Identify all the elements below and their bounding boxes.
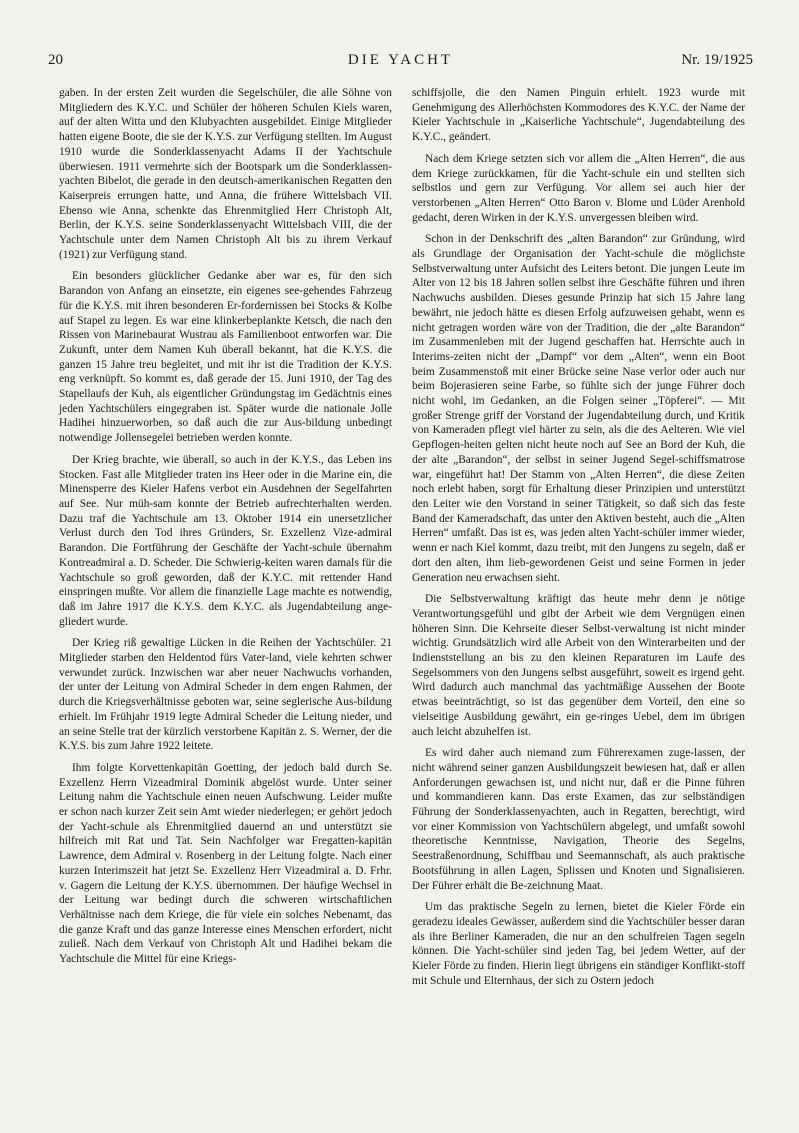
paragraph: Nach dem Kriege setzten sich vor allem die „Alten Herren“, die aus dem Kriege zurückkamen, für die Yacht-schule ein und stellten sich selbstlos und gern zur Verfügung. Vor allem sei auch hier der verstorbenen „Alten Herren“ Otto Baron v. Blome und Lüder Arenhold gedacht, deren Wirken in der K.Y.S. unvergessen bleiben wird. — [412, 152, 745, 224]
issue-number: Nr. 19/1925 — [681, 52, 753, 68]
paragraph: gaben. In der ersten Zeit wurden die Segelschüler, die alle Söhne von Mitgliedern des K.Y.C. und Schüler der höheren Schulen Kiels waren, auf der alten Witta und den Klubyachten ausgebildet. Einige Mitglieder hatten eigene Boote, die sie der K.Y.S. zur Verfügung stellten. Im August 1910 wurde die Sonderklassenyacht Adams II der Yachtschule überwiesen. 1911 vermehrte sich der Bootspark um die Sonderklassen-yachten Bibelot, die gerade in den deutsch-amerikanischen Regatten den Kaiserpreis errungen hatte, und Anna, die frühere Wittelsbach VII. Ebenso wie Anna, schenkte das Ehrenmitglied Herr Christoph Alt, Berlin, der K.Y.S. seine Sonderklassenyacht Wittelsbach VIII, die der Yachtschule unter dem Namen Christoph Alt bis zu ihrem Verkauf (1921) zur Verfügung stand. — [59, 87, 393, 261]
paragraph: Es wird daher auch niemand zum Führerexamen zuge-lassen, der nicht während seiner ganzen Ausbildungszeit bewiesen hat, daß er allen Anforderungen gewachsen ist, und nicht nur, daß er die Pinne führen und kommandieren kann. Das erste Examen, das zur selbständigen Führung der Sonderklassenyachten, auch in Regatten, berechtigt, wird vor einer Kommission von Yachtschülern abgelegt, und umfaßt sowohl theoretische Kenntnisse, Navigation, Theorie des Segelns, Seestraßenordnung, Schiffbau und Seemannschaft, als auch praktische Bootsführung in allen Lagen, Splissen und Knoten und Signalisieren. Der Führer erhält die Be-zeichnung Maat. — [412, 747, 745, 892]
paragraph: Um das praktische Segeln zu lernen, bietet die Kieler Förde ein geradezu ideales Gewässer, außerdem sind die Yachtschüler besser daran als ihre Berliner Kameraden, die nur an den schulfreien Tagen segeln können. Die Yacht-schüler sind jeden Tag, bei jedem Wetter, auf der Kieler Förde zu finden. Hierin liegt übrigens ein ständiger Konflikt-stoff mit Schule und Elternhaus, der sich zu Ostern jedoch — [412, 901, 745, 987]
paragraph: schiffsjolle, die den Namen Pinguin erhielt. 1923 wurde mit Genehmigung des Allerhöchsten Kommodores des K.Y.C. der Name der Kieler Yachtschule in „Kaiserliche Yachtschule“, Jugendabteilung des K.Y.C., geändert. — [412, 87, 745, 144]
paragraph: Der Krieg brachte, wie überall, so auch in der K.Y.S., das Leben ins Stocken. Fast alle Mitglieder traten ins Heer oder in die Marine ein, die Minensperre des Kieler Hafens verbot ein Ausdehnen der Segelfahrten auf See. Nur müh-sam konnte der Betrieb aufrechterhalten werden. Dazu traf die Yachtschule am 13. Oktober 1914 ein unersetzlicher Verlust durch den Tod ihres Gründers, Sr. Exzellenz Vize-admiral Barandon. Die Fortführung der Geschäfte der Yacht-schule übernahm Kontreadmiral a. D. Scheder. Die Schwierig-keiten waren damals für die Yachtschule so groß geworden, daß der K.Y.C. mit rettender Hand einspringen mußte. Vor allem die finanzielle Lage machte es notwendig, daß im Jahre 1917 die K.Y.S. dem K.Y.C. als Jugendabteilung ange-gliedert wurde. — [59, 453, 392, 628]
paragraph: Ihm folgte Korvettenkapitän Goetting, der jedoch bald durch Se. Exzellenz Herrn Vizeadmiral Dominik abgelöst wurde. Unter seiner Leitung nahm die Yachtschule einen neuen Aufschwung. Leider mußte er schon nach kurzer Zeit sein Amt wieder niederlegen; er gehört jedoch der Yacht-schule als Ehrenmitglied dauernd an und unterstützt sie hilfreich mit Rat und Tat. Sein Nachfolger war Fregatten-kapitän Lawrence, dem Admiral v. Rosenberg in der Leitung folgte. Nach einer kurzen Interimszeit hat jetzt Se. Exzellenz Herr Vizeadmiral a. D. Frhr. v. Gagern die Leitung der K.Y.S. übernommen. Der häufige Wechsel in der Leitung war bedingt durch die schweren wirtschaftlichen Verhältnisse nach dem Kriege, die für viele ein solches Nebenamt, das die ganze Kraft und das ganze Interesse eines Menschen erfordert, nicht zuließ. Nach dem Verkauf von Christoph Alt und Hadihei bekam die Yachtschule die Mittel für eine Kriegs- — [59, 761, 392, 966]
paragraph: Schon in der Denkschrift des „alten Barandon“ zur Gründung, wird als Grundlage der Organisation der Yacht-schule die möglichste Selbstverwaltung unter Aufsicht des Leiters betont. Die jungen Leute im Alter von 12 bis 18 Jahren sollen selbst ihre Geschäfte führen und ihren Nachwuchs ausbilden. Dieses gesunde Prinzip hat sich 15 Jahre lang bewährt, nie jedoch hätte es diesen Erfolg aufzuweisen gehabt, wenn es nicht getragen worden wäre von der Tradition, die der „alte Barandon“ im Zusammenleben mit der Jugend geschaffen hat. Herrschte auch in Interims-zeiten nicht der „Dampf“ vor dem „Alten“, wenn ein Boot beim Zusammenstoß mit einer Brücke seine Nase verlor oder auch nur beim Bojerasieren seine Farbe, so fühlte sich der junge Führer doch nicht wohl, im Gedanken, an die Folgen seiner „Töpferei“. — Mit großer Strenge griff der Vorstand der Jugendabteilung durch, und Kritik von Kameraden pflegt viel härter zu sein, als die des Aelteren. Wie viel Gepflogen-heiten gelten nicht heute noch auf See an Bord der Kuh, die der alte „Barandon“, der selbst in seiner Jugend Segel-schiffsmatrose war, eingeführt hat! Der Stamm von „Alten Herren“, die diese Zeiten noch erlebt haben, sorgt für Erhaltung dieser Prinzipien und unterstützt den Leiter wie den Vorstand in seiner Tätigkeit, so daß sich das feste Band der Kameradschaft, das unter den Aktiven besteht, auch die „Alten Herren“ umfaßt. Das ist es, was jeden alten Yacht-schüler immer wieder, wenn er nach Kiel kommt, dazu treibt, mit den Jungens zu segeln, daß er dort den alten, ihm lieb-gewordenen Geist und seine Formen in jeder Generation neu erwachsen sieht. — [412, 233, 745, 584]
paragraph: Die Selbstverwaltung kräftigt das heute mehr denn je nötige Verantwortungsgefühl und gibt der Arbeit wie dem Vergnügen einen höheren Sinn. Die Kehrseite dieser Selbst-verwaltung ist nicht minder wichtig. Grundsätzlich wird alle Arbeit von den Winterarbeiten und der Indienststellung an bis zu den kleinen Reparaturen im Laufe des Segelsommers von den Jungens selbst ausgeführt, soweit es irgend geht. Wird dadurch auch manchmal das yachtmäßige Aussehen der Boote etwas beeinträchtigt, so ist das gegenüber dem Vorteil, den eine so vielseitige Ausbildung gewährt, ein ge-ringes Uebel, dem im übrigen auch leicht abzuhelfen ist. — [412, 593, 745, 738]
page-number: 20 — [48, 52, 63, 68]
magazine-title: DIE YACHT — [347, 52, 454, 68]
paragraph: Ein besonders glücklicher Gedanke aber war es, für den sich Barandon von Anfang an einsetzte, ein eigenes see-gehendes Fahrzeug für die K.Y.S. mit ihren besonderen Er-fordernissen bei Stocks & Kolbe auf Stapel zu legen. Es war eine klinkerbeplankte Ketsch, die nach den Rissen von Marinebaurat Wustrau als Familienboot entworfen war. Die Zukunft, unter dem Namen Kuh überall bekannt, hat die K.Y.S. die ganzen 15 Jahre treu begleitet, und mit ihr ist die Tradition der K.Y.S. eng verknüpft. So kommt es, daß gerade der 15. Juni 1910, der Tag des Stapellaufs der Kuh, als eigentlicher Gründungstag im Gedächtnis eines jeden Yachtschülers eingegraben ist. Später wurde die nationale Jolle Hadihei hinzuerworben, so daß auch die zur Aus-bildung unbedingt notwendige Jollensegelei betrieben werden konnte. — [59, 270, 392, 445]
page-header — [48, 52, 753, 78]
paragraph: Der Krieg riß gewaltige Lücken in die Reihen der Yachtschüler. 21 Mitglieder starben den Heldentod fürs Vater-land, viele kehrten schwer verwundet zurück. Inzwischen war aber neuer Nachwuchs vorhanden, der unter der Leitung von Admiral Scheder in dem engen Rahmen, der durch die Kriegsverhältnisse geboten war, seine seglerische Aus-bildung erhielt. Im Frühjahr 1919 legte Admiral Scheder die Leitung nieder, und an seine Stelle trat der kürzlich verstorbene Kapitän z. S. Werner, der die K.Y.S. bis zum Jahre 1922 leitete. — [59, 637, 392, 753]
left-column — [59, 86, 392, 974]
right-column — [412, 86, 745, 995]
